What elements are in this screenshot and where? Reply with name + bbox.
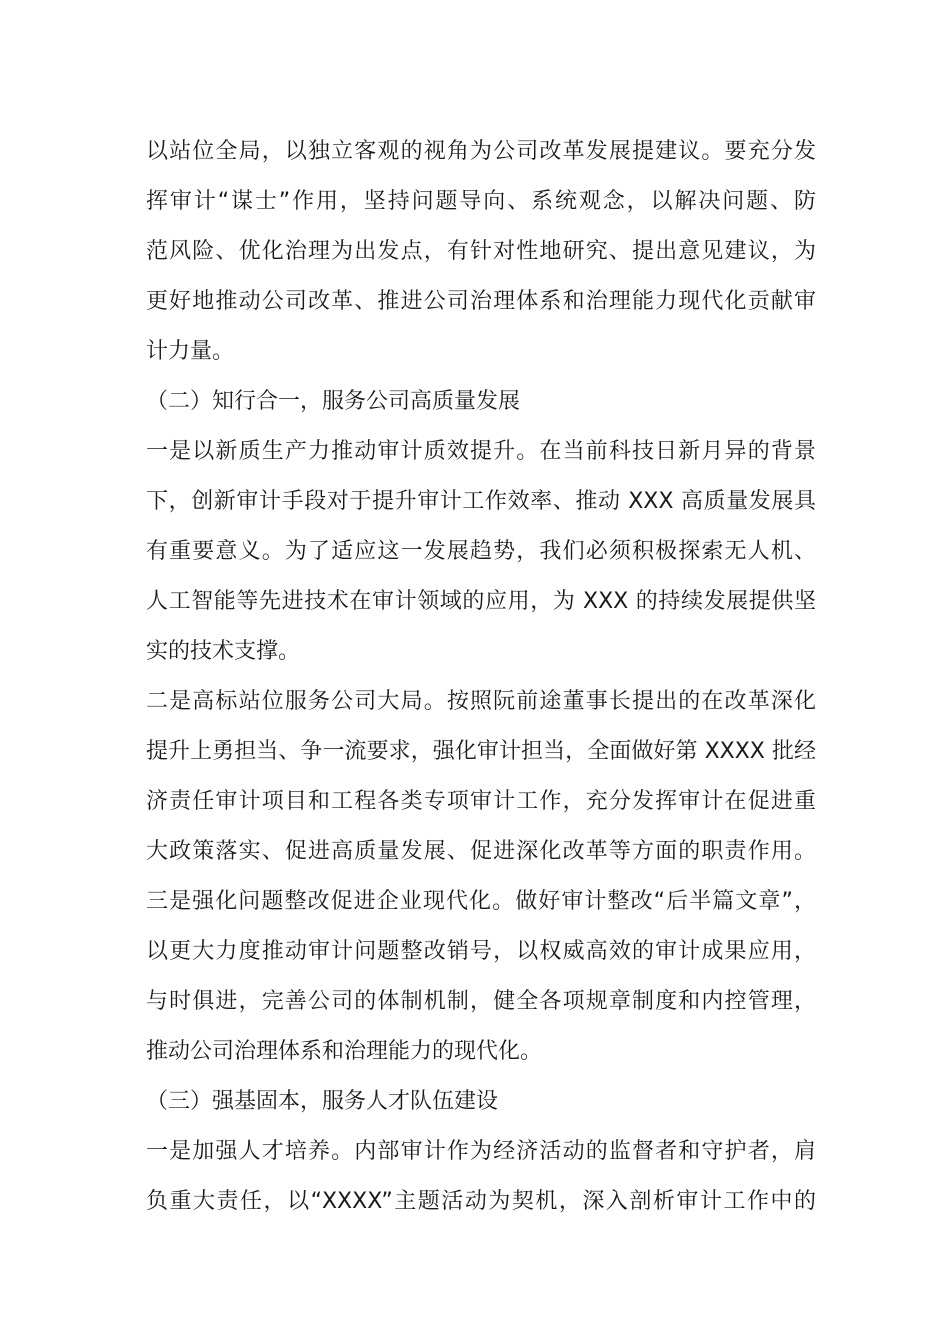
- text-line: 一是加强人才培养。内部审计作为经济活动的监督者和守护者，肩: [146, 1139, 816, 1164]
- text-line: 实的技术支撑。: [146, 639, 301, 664]
- section-heading: （二）知行合一，服务公司高质量发展: [146, 389, 521, 414]
- text-line: 大政策落实、促进高质量发展、促进深化改革等方面的职责作用。: [146, 839, 816, 864]
- document-body: [146, 127, 816, 1227]
- text-line: 更好地推动公司改革、推进公司治理体系和治理能力现代化贡献审: [146, 289, 816, 314]
- text-line: 以更大力度推动审计问题整改销号，以权威高效的审计成果应用，: [146, 939, 816, 964]
- text-line: 以站位全局，以独立客观的视角为公司改革发展提建议。要充分发: [146, 139, 816, 164]
- text-line: 济责任审计项目和工程各类专项审计工作，充分发挥审计在促进重: [146, 789, 816, 814]
- text-line: 推动公司治理体系和治理能力的现代化。: [146, 1039, 543, 1064]
- text-line: 提升上勇担当、争一流要求，强化审计担当，全面做好第 XXXX 批经: [146, 739, 816, 764]
- text-line: 人工智能等先进技术在审计领域的应用，为 XXX 的持续发展提供坚: [146, 589, 816, 614]
- text-line: 范风险、优化治理为出发点，有针对性地研究、提出意见建议，为: [146, 239, 816, 264]
- section-heading: （三）强基固本，服务人才队伍建设: [146, 1089, 499, 1114]
- text-line: 与时俱进，完善公司的体制机制，健全各项规章制度和内控管理，: [146, 989, 816, 1014]
- text-line: 挥审计“谋士”作用，坚持问题导向、系统观念，以解决问题、防: [146, 189, 816, 214]
- text-line: 三是强化问题整改促进企业现代化。做好审计整改“后半篇文章”，: [146, 889, 816, 914]
- text-line: 下，创新审计手段对于提升审计工作效率、推动 XXX 高质量发展具: [146, 489, 816, 514]
- text-line: 二是高标站位服务公司大局。按照阮前途董事长提出的在改革深化: [146, 689, 816, 714]
- text-line: 计力量。: [146, 339, 235, 364]
- text-line: 负重大责任，以“XXXX”主题活动为契机，深入剖析审计工作中的: [146, 1189, 816, 1214]
- text-line: 有重要意义。为了适应这一发展趋势，我们必须积极探索无人机、: [146, 539, 816, 564]
- text-line: 一是以新质生产力推动审计质效提升。在当前科技日新月异的背景: [146, 439, 816, 464]
